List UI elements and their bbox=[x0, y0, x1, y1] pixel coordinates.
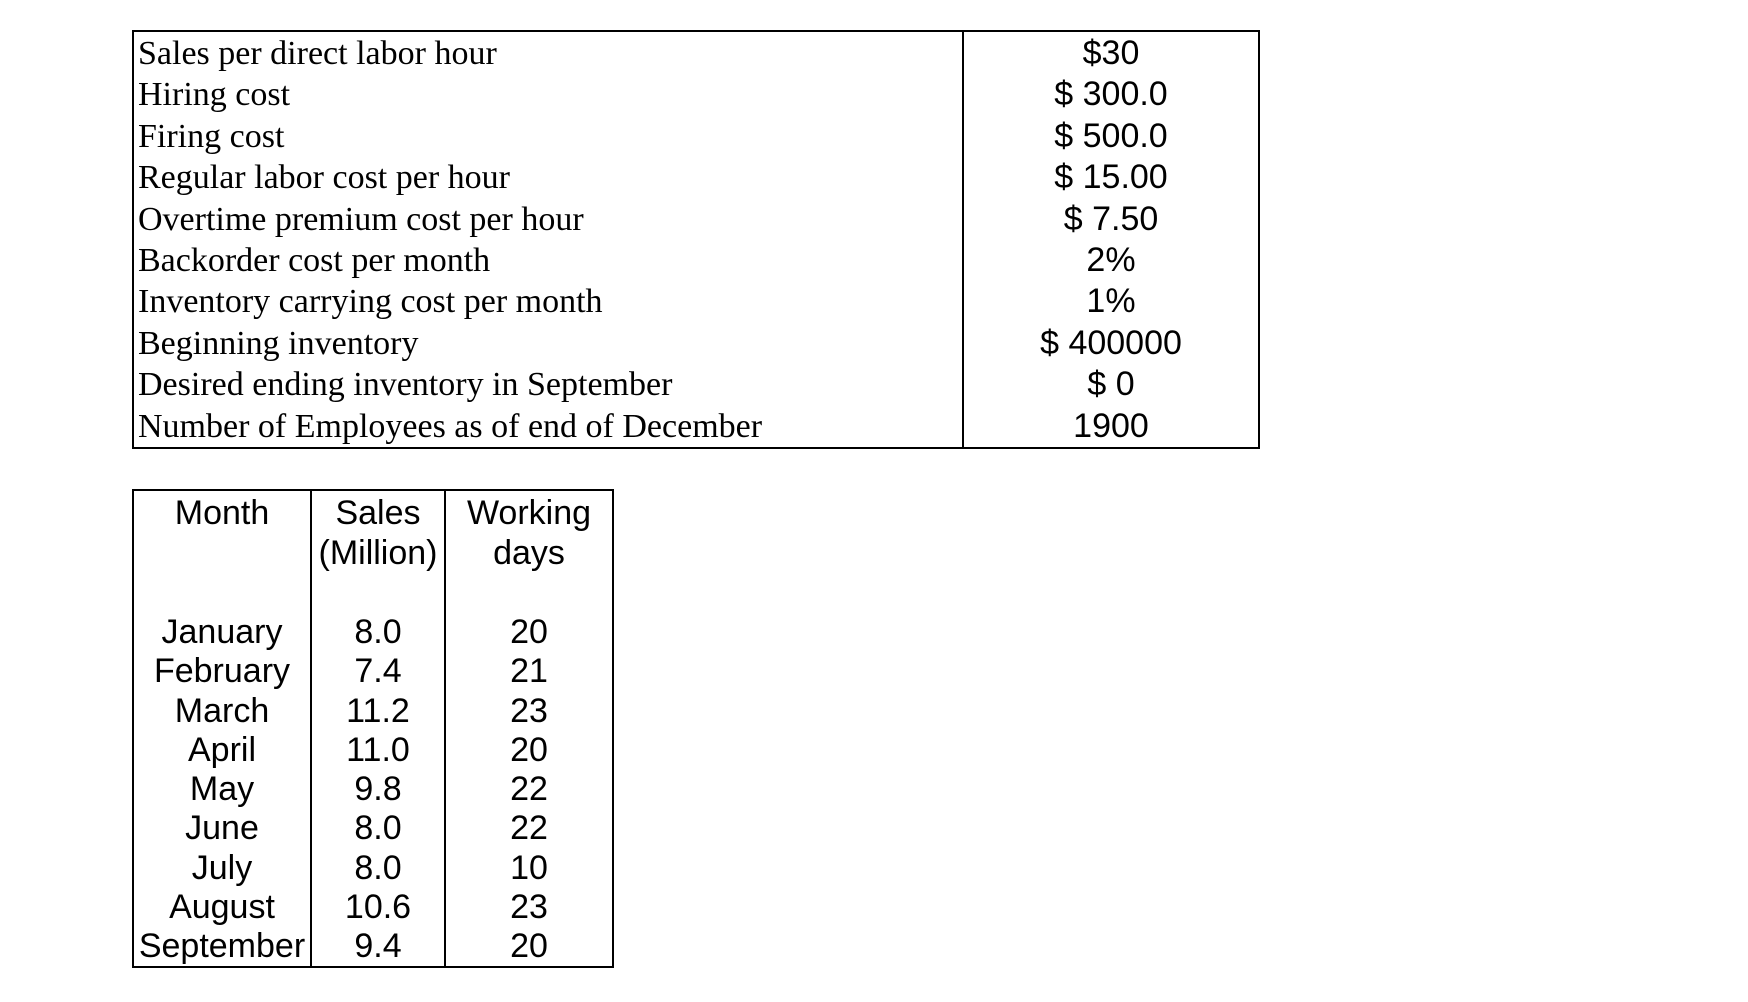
working-days-column bbox=[446, 491, 612, 966]
sales-cell: 11.2 bbox=[346, 691, 410, 730]
param-value-regular-labor-cost: $ 15.00 bbox=[1054, 158, 1168, 197]
param-label-number-of-employees: Number of Employees as of end of December bbox=[138, 407, 763, 445]
sales-cell: 7.4 bbox=[354, 652, 402, 691]
working-days-cell: 20 bbox=[510, 927, 548, 966]
working-days-cell: 23 bbox=[510, 691, 548, 730]
month-cell: January bbox=[161, 613, 283, 651]
parameter-label-column bbox=[134, 32, 964, 447]
sales-column-header bbox=[312, 491, 444, 611]
param-label-hiring-cost: Hiring cost bbox=[138, 76, 291, 114]
parameter-value-column bbox=[964, 32, 1258, 447]
param-label-backorder-cost: Backorder cost per month bbox=[138, 241, 491, 279]
sales-cell: 8.0 bbox=[354, 848, 402, 887]
month-cell: May bbox=[189, 770, 255, 809]
working-days-cell: 20 bbox=[510, 730, 548, 769]
param-label-sales-per-labor-hour: Sales per direct labor hour bbox=[138, 35, 497, 72]
sales-cell: 8.0 bbox=[354, 613, 402, 651]
working-days-cell: 22 bbox=[510, 809, 548, 848]
sales-cell: 9.4 bbox=[354, 927, 402, 966]
sales-cell: 11.0 bbox=[346, 730, 410, 769]
param-label-beginning-inventory: Beginning inventory bbox=[138, 324, 419, 362]
param-value-firing-cost: $ 500.0 bbox=[1054, 116, 1168, 155]
sales-header-line2: (Million) bbox=[318, 534, 438, 572]
month-cell: April bbox=[187, 730, 257, 769]
month-cell: March bbox=[174, 691, 270, 730]
month-cell: September bbox=[138, 927, 306, 966]
param-label-regular-labor-cost: Regular labor cost per hour bbox=[138, 159, 510, 197]
sales-cell: 9.8 bbox=[354, 770, 402, 809]
working-days-cell: 22 bbox=[510, 770, 548, 809]
working-days-cell: 21 bbox=[510, 652, 548, 691]
param-value-hiring-cost: $ 300.0 bbox=[1054, 75, 1168, 114]
month-cell: February bbox=[153, 652, 291, 691]
month-cell: June bbox=[185, 809, 259, 848]
sales-cell: 10.6 bbox=[344, 888, 412, 927]
month-cell: July bbox=[191, 848, 253, 887]
sales-column bbox=[312, 491, 446, 966]
param-value-backorder-cost: 2% bbox=[1086, 240, 1136, 279]
month-column-header bbox=[134, 491, 310, 611]
param-label-overtime-premium: Overtime premium cost per hour bbox=[138, 200, 584, 238]
month-cell: August bbox=[169, 888, 275, 927]
param-label-inventory-carrying-cost: Inventory carrying cost per month bbox=[138, 283, 603, 321]
working-days-cell: 20 bbox=[510, 613, 548, 651]
month-column bbox=[134, 491, 312, 966]
param-value-desired-ending-inventory: $ 0 bbox=[1087, 365, 1135, 404]
days-header-line1: Working bbox=[466, 494, 592, 532]
sales-header-line1: Sales bbox=[335, 494, 421, 532]
working-days-cell: 23 bbox=[510, 888, 548, 927]
working-days-cell: 10 bbox=[510, 848, 548, 887]
days-header-line2: days bbox=[493, 534, 565, 572]
sales-cell: 8.0 bbox=[354, 809, 402, 848]
param-value-inventory-carrying-cost: 1% bbox=[1086, 282, 1136, 321]
param-value-beginning-inventory: $ 400000 bbox=[1040, 323, 1182, 362]
param-value-sales-per-labor-hour: $30 bbox=[1082, 34, 1140, 72]
param-value-number-of-employees: 1900 bbox=[1073, 406, 1149, 445]
monthly-sales-table bbox=[132, 489, 614, 968]
param-value-overtime-premium: $ 7.50 bbox=[1063, 199, 1159, 238]
working-days-column-header bbox=[446, 491, 612, 611]
param-label-desired-ending-inventory: Desired ending inventory in September bbox=[138, 366, 673, 404]
param-label-firing-cost: Firing cost bbox=[138, 117, 285, 155]
cost-parameters-table bbox=[132, 30, 1260, 449]
month-header-label: Month bbox=[174, 494, 270, 532]
